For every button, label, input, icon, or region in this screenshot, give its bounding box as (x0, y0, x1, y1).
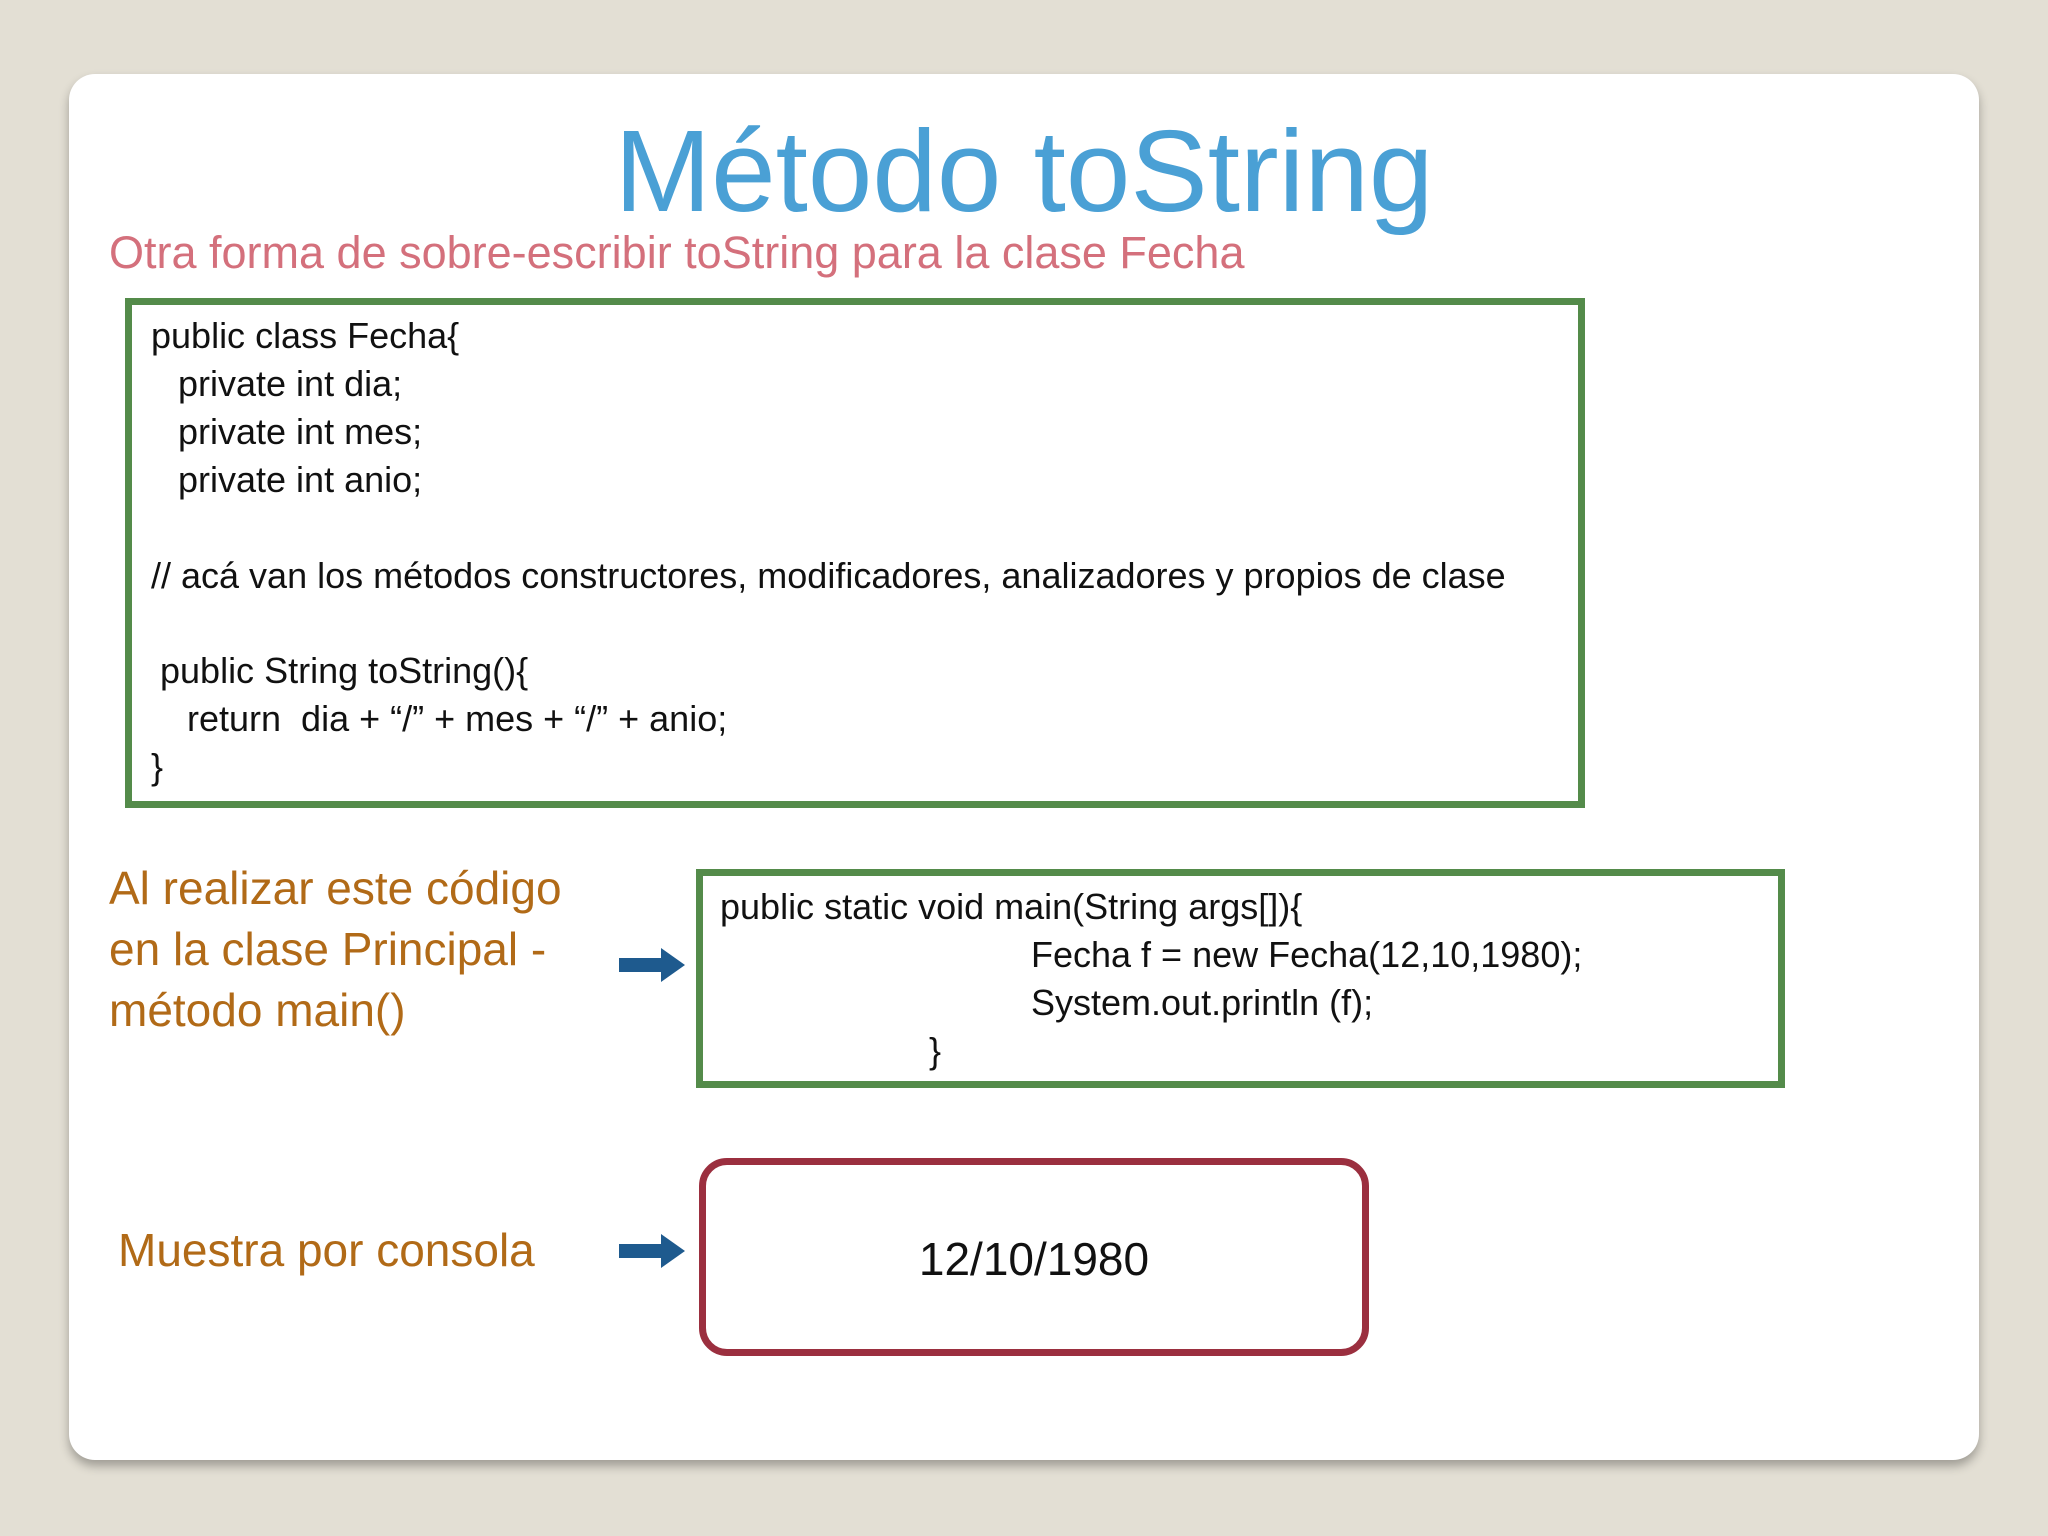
code-line: public String toString(){ (160, 650, 529, 691)
code-line: public static void main(String args[]){ (720, 886, 1303, 927)
code-line: System.out.println (f); (1031, 982, 1374, 1023)
code-line: private int mes; (178, 411, 423, 452)
console-label: Muestra por consola (118, 1224, 535, 1276)
code-line: return dia + “/” + mes + “/” + anio; (187, 698, 728, 739)
code-line: } (151, 746, 164, 787)
class-code-box (125, 298, 1585, 808)
console-output-box (699, 1158, 1369, 1356)
main-label-line: en la clase Principal - (109, 923, 547, 975)
slide-subtitle: Otra forma de sobre-escribir toString para la clase Fecha (109, 227, 1245, 278)
main-label-line: Al realizar este código (109, 862, 562, 914)
main-label-line: método main() (109, 984, 406, 1036)
console-output-text: 12/10/1980 (918, 1233, 1150, 1285)
right-arrow-icon (617, 945, 687, 985)
code-line: Fecha f = new Fecha(12,10,1980); (1031, 934, 1583, 975)
slide (69, 74, 1979, 1460)
main-code-box (696, 869, 1785, 1088)
right-arrow-icon (617, 1231, 687, 1271)
slide-title: Método toString (614, 106, 1434, 236)
code-line: public class Fecha{ (151, 315, 460, 356)
code-line: private int anio; (178, 459, 423, 500)
code-line: } (929, 1030, 942, 1071)
code-comment: // acá van los métodos constructores, modificadores, analizadores y propios de clase (151, 555, 1506, 596)
code-line: private int dia; (178, 363, 403, 404)
